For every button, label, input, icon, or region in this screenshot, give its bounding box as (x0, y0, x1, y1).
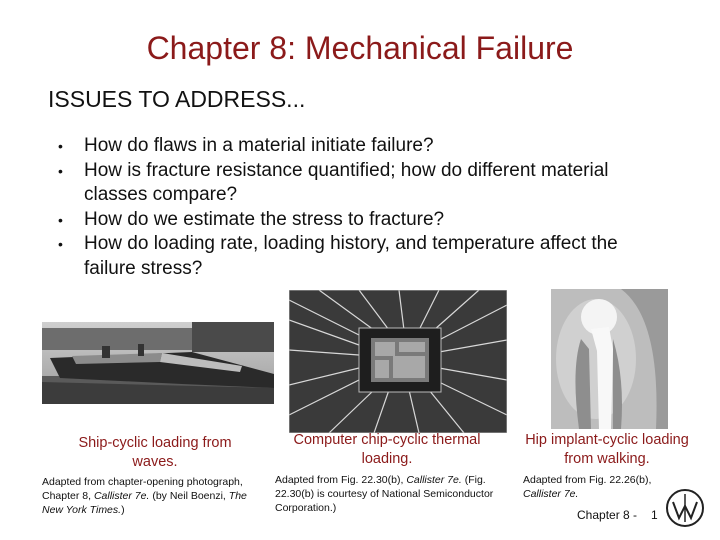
hip-implant-xray-photo (551, 289, 668, 429)
ship-credit (42, 475, 257, 517)
bullet-item (50, 208, 650, 233)
credit-text: (Fig. 22.30(b) is courtesy of National Semiconductor Corporation.) (275, 474, 494, 514)
credit-newspaper: The New York Times. (42, 490, 247, 516)
bullet-dot: • (58, 138, 63, 154)
slide-title: Chapter 8: Mechanical Failure (146, 30, 574, 66)
bullet-dot: • (58, 162, 63, 179)
page-footer (577, 508, 658, 522)
ship-photo (42, 322, 274, 404)
credit-text: (by Neil Boenzi, (149, 490, 229, 502)
bullet-item (50, 159, 650, 208)
credit-book: Callister 7e. (523, 488, 579, 500)
bullet-text: How do we estimate the stress to fracture? (84, 208, 445, 230)
bullet-text: How do flaws in a material initiate failure? (84, 135, 434, 156)
issues-list (50, 134, 650, 281)
credit-text: Adapted from chapter-opening photograph, Chapter 8, (42, 476, 243, 502)
bullet-text: How is fracture resistance quantified; how do different material classes compare? (84, 159, 609, 205)
credit-text: Adapted from Fig. 22.26(b), (523, 474, 652, 486)
ship-caption: Ship-cyclic loading from waves. (78, 435, 232, 470)
bullet-item (50, 232, 650, 281)
chip-photo (289, 290, 507, 433)
bullet-dot: • (58, 236, 63, 252)
hip-caption: Hip implant-cyclic loading from walking. (525, 432, 689, 467)
credit-book: Callister 7e. (93, 490, 150, 502)
footer-label: Chapter 8 - (577, 508, 638, 522)
hip-credit (523, 473, 673, 501)
bullet-text: How do loading rate, loading history, and temperature affect the failure stress? (84, 233, 618, 279)
credit-text: Adapted from Fig. 22.30(b), (275, 474, 407, 486)
bullet-dot: • (58, 211, 63, 228)
issues-heading: ISSUES TO ADDRESS... (48, 86, 306, 112)
chip-caption: Computer chip-cyclic thermal loading. (293, 432, 481, 467)
publisher-logo-icon (665, 488, 705, 528)
bullet-item (50, 134, 650, 159)
credit-book: Callister 7e. (406, 474, 462, 486)
page-number: 1 (651, 508, 658, 522)
credit-text: ) (121, 504, 125, 516)
chip-credit (275, 473, 495, 515)
